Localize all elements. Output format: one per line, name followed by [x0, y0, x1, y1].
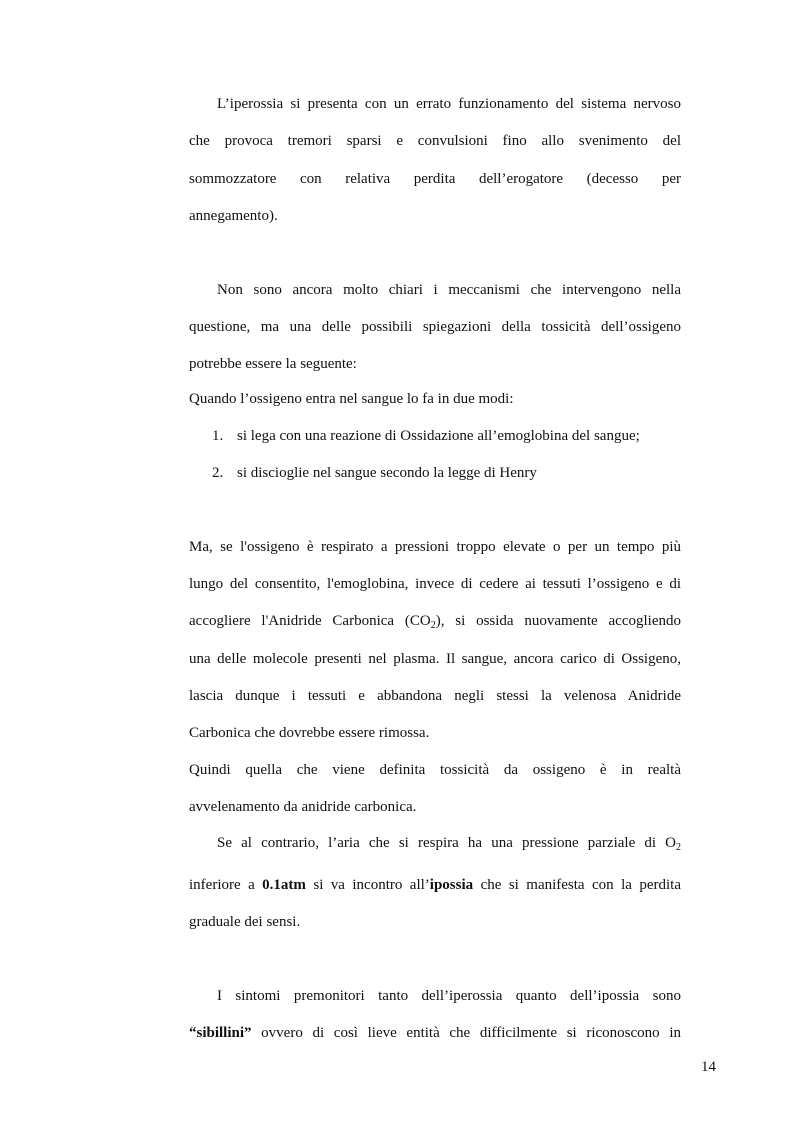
para1-line1: L’iperossia si presenta con un errato funzionamento del sistema nervoso: [217, 96, 681, 112]
para3-line3-part2: ), si ossida nuovamente accogliendo: [435, 613, 681, 629]
co2-subscript: 2: [430, 620, 436, 631]
para4-line1: [217, 834, 681, 852]
para4-line2: [189, 876, 681, 894]
para4-line2-part2: si va incontro all’: [305, 877, 430, 893]
page-number: 14: [701, 1059, 716, 1075]
para3-line6: Carbonica che dovrebbe essere rimossa.: [189, 725, 430, 741]
sibillini-term: “sibillini”: [189, 1025, 252, 1041]
para2-line1: Non sono ancora molto chiari i meccanismi che intervengono nella: [217, 282, 681, 298]
ipossia-term: ipossia: [429, 877, 474, 893]
para1-line4: annegamento).: [189, 208, 278, 224]
para3-line4: una delle molecole presenti nel plasma. Il sangue, ancora carico di Ossigeno,: [189, 651, 681, 667]
list-item-text: si lega con una reazione di Ossidazione all’emoglobina del sangue;: [237, 428, 640, 444]
para3-line3-part1: accogliere l'Anidride Carbonica (CO: [189, 613, 431, 629]
list-item: [212, 427, 640, 445]
para5-line2-text: ovvero di così lieve entità che difficilmente si riconoscono in: [251, 1025, 681, 1041]
para1-line2: che provoca tremori sparsi e convulsioni fino allo svenimento del: [189, 133, 681, 149]
para3-line8: avvelenamento da anidride carbonica.: [189, 799, 417, 815]
list-item: [212, 464, 537, 482]
para4-line1-text: Se al contrario, l’aria che si respira ha una pressione parziale di O: [217, 835, 676, 851]
para3-line3: [189, 612, 681, 630]
para5-line2: [189, 1024, 681, 1042]
para2-line2: questione, ma una delle possibili spiegazioni della tossicità dell’ossigeno: [189, 319, 681, 335]
para2-line4: Quando l’ossigeno entra nel sangue lo fa in due modi:: [189, 391, 514, 407]
para4-line2-part1: inferiore a: [189, 877, 263, 893]
para1-line3: sommozzatore con relativa perdita dell’erogatore (decesso per: [189, 171, 681, 187]
pressure-value: 0.1atm: [262, 877, 306, 893]
o2-subscript: 2: [676, 842, 681, 853]
para4-line2-part3: che si manifesta con la perdita: [473, 877, 682, 893]
para3-line2: lungo del consentito, l'emoglobina, invece di cedere ai tessuti l’ossigeno e di: [189, 576, 681, 592]
para3-line5: lascia dunque i tessuti e abbandona negli stessi la velenosa Anidride: [189, 688, 681, 704]
para5-line1: I sintomi premonitori tanto dell’iperossia quanto dell’ipossia sono: [217, 988, 681, 1004]
list-item-text: si discioglie nel sangue secondo la legge di Henry: [237, 465, 537, 481]
para2-line3: potrebbe essere la seguente:: [189, 356, 357, 372]
para4-line3: graduale dei sensi.: [189, 914, 301, 930]
list-item-number: 1.: [212, 428, 224, 444]
list-item-number: 2.: [212, 465, 224, 481]
para3-line1: Ma, se l'ossigeno è respirato a pressioni troppo elevate o per un tempo più: [189, 539, 681, 555]
para3-line7: Quindi quella che viene definita tossicità da ossigeno è in realtà: [189, 762, 681, 778]
